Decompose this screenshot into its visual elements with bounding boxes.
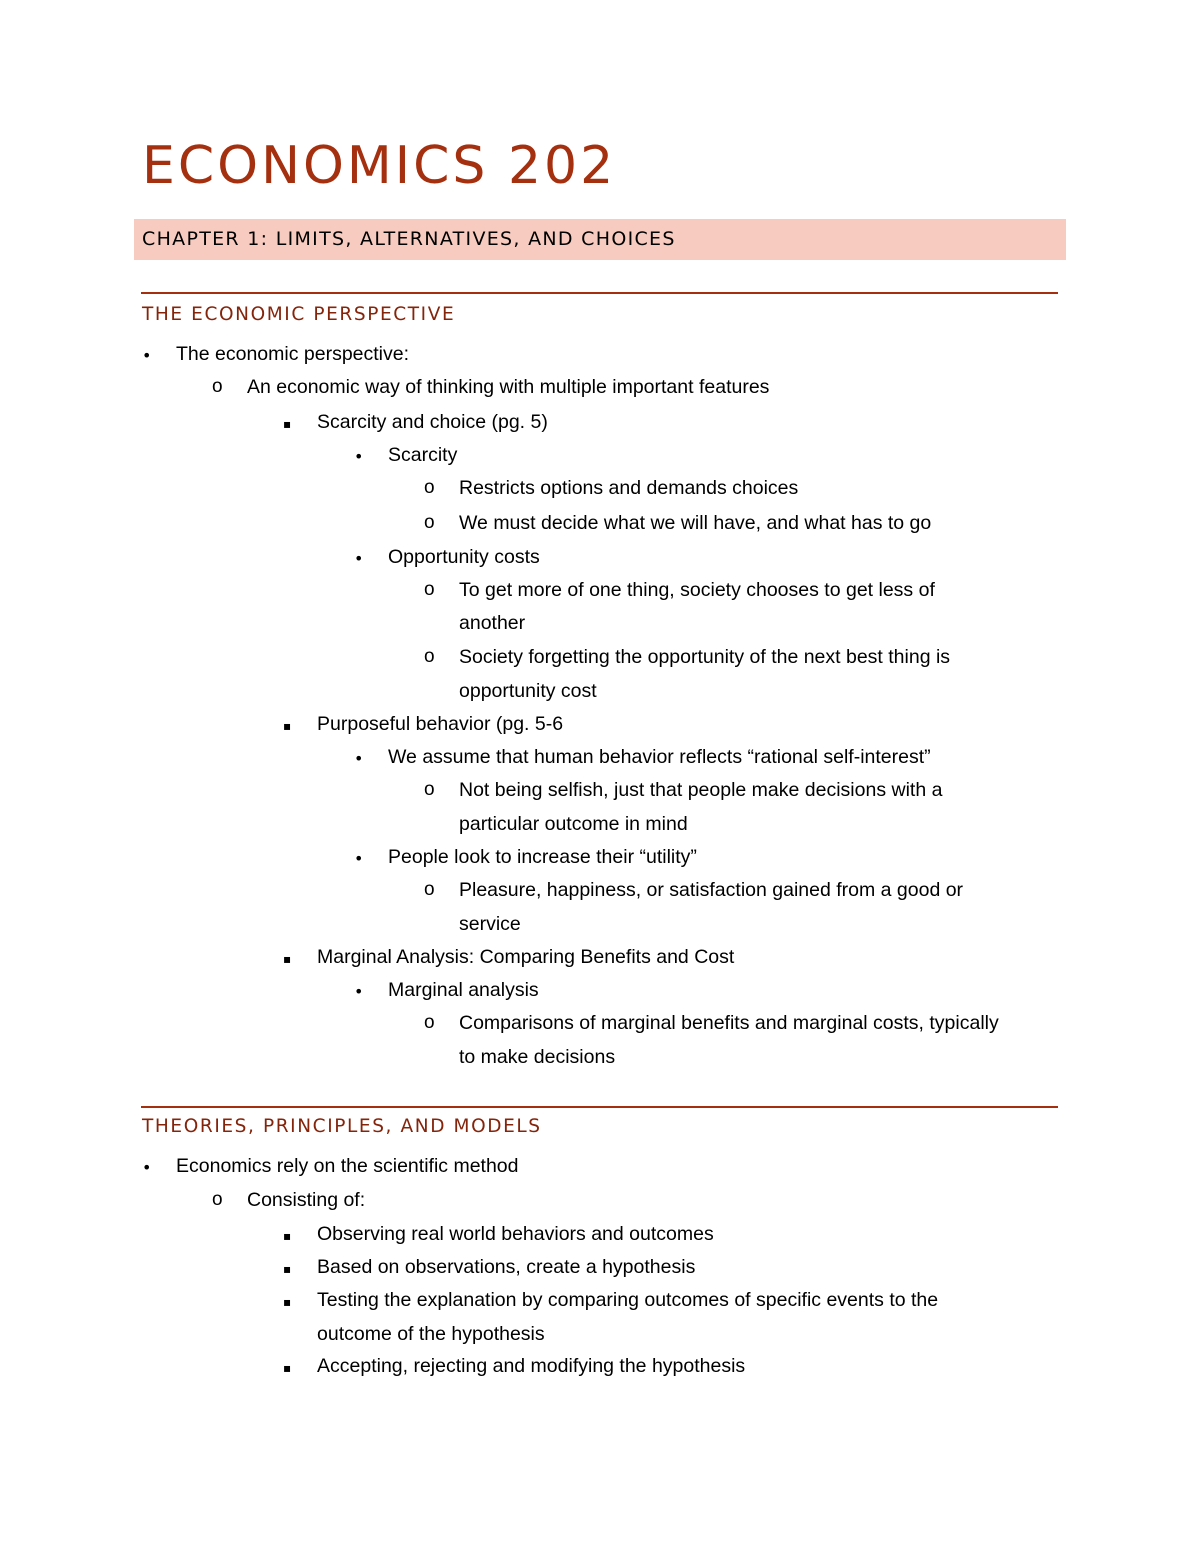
bullet-icon: o xyxy=(424,477,435,498)
section-heading: THEORIES, PRINCIPLES, AND MODELS xyxy=(142,1116,542,1137)
list-item: Accepting, rejecting and modifying the hypothesis xyxy=(317,1355,746,1377)
bullet-icon: • xyxy=(354,447,364,466)
bullet-icon: • xyxy=(354,749,364,768)
list-item: Based on observations, create a hypothesis xyxy=(317,1256,696,1278)
list-item: Not being selfish, just that people make decisions with a xyxy=(459,779,943,801)
bullet-icon: • xyxy=(354,849,364,868)
list-item: The economic perspective: xyxy=(176,343,410,365)
list-item: An economic way of thinking with multiple important features xyxy=(247,376,770,398)
bullet-icon: o xyxy=(424,1012,435,1033)
bullet-icon: o xyxy=(424,879,435,900)
list-item: Society forgetting the opportunity of the next best thing is xyxy=(459,646,951,668)
list-item: Testing the explanation by comparing outcomes of specific events to the xyxy=(317,1289,939,1311)
bullet-icon: o xyxy=(424,646,435,667)
list-item: Consisting of: xyxy=(247,1189,366,1211)
list-item: We assume that human behavior reflects “rational self-interest” xyxy=(388,746,931,768)
list-item: opportunity cost xyxy=(459,680,597,702)
bullet-icon: o xyxy=(424,779,435,800)
list-item: Marginal Analysis: Comparing Benefits and Cost xyxy=(317,946,735,968)
list-item: Pleasure, happiness, or satisfaction gained from a good or xyxy=(459,879,964,901)
list-item: Marginal analysis xyxy=(388,979,539,1001)
bullet-icon: o xyxy=(424,512,435,533)
bullet-icon: o xyxy=(212,1189,223,1210)
list-item: Comparisons of marginal benefits and marginal costs, typically xyxy=(459,1012,999,1034)
list-item: Opportunity costs xyxy=(388,546,540,568)
section-divider xyxy=(141,1106,1058,1108)
chapter-title: CHAPTER 1: LIMITS, ALTERNATIVES, AND CHOICES xyxy=(142,228,676,250)
chapter-banner xyxy=(134,219,1066,260)
list-item: service xyxy=(459,913,521,935)
section-divider xyxy=(141,292,1058,294)
bullet-icon: • xyxy=(142,1158,152,1177)
bullet-icon: ▪ xyxy=(283,1229,292,1243)
bullet-icon: • xyxy=(354,982,364,1001)
list-item: Purposeful behavior (pg. 5-6 xyxy=(317,713,564,735)
section-heading: THE ECONOMIC PERSPECTIVE xyxy=(142,304,456,325)
list-item: Scarcity and choice (pg. 5) xyxy=(317,411,548,433)
list-item: Scarcity xyxy=(388,444,458,466)
list-item: Economics rely on the scientific method xyxy=(176,1155,519,1177)
bullet-icon: • xyxy=(142,346,152,365)
bullet-icon: ▪ xyxy=(283,719,292,733)
list-item: outcome of the hypothesis xyxy=(317,1323,545,1345)
bullet-icon: • xyxy=(354,549,364,568)
bullet-icon: ▪ xyxy=(283,952,292,966)
bullet-icon: ▪ xyxy=(283,1262,292,1276)
page-title: ECONOMICS 202 xyxy=(142,136,617,196)
bullet-icon: o xyxy=(212,376,223,397)
list-item: Observing real world behaviors and outcomes xyxy=(317,1223,714,1245)
list-item: We must decide what we will have, and what has to go xyxy=(459,512,932,534)
list-item: To get more of one thing, society chooses to get less of xyxy=(459,579,935,601)
bullet-icon: ▪ xyxy=(283,1295,292,1309)
bullet-icon: ▪ xyxy=(283,417,292,431)
list-item: particular outcome in mind xyxy=(459,813,688,835)
list-item: People look to increase their “utility” xyxy=(388,846,697,868)
list-item: to make decisions xyxy=(459,1046,616,1068)
bullet-icon: ▪ xyxy=(283,1361,292,1375)
bullet-icon: o xyxy=(424,579,435,600)
list-item: Restricts options and demands choices xyxy=(459,477,799,499)
list-item: another xyxy=(459,612,526,634)
